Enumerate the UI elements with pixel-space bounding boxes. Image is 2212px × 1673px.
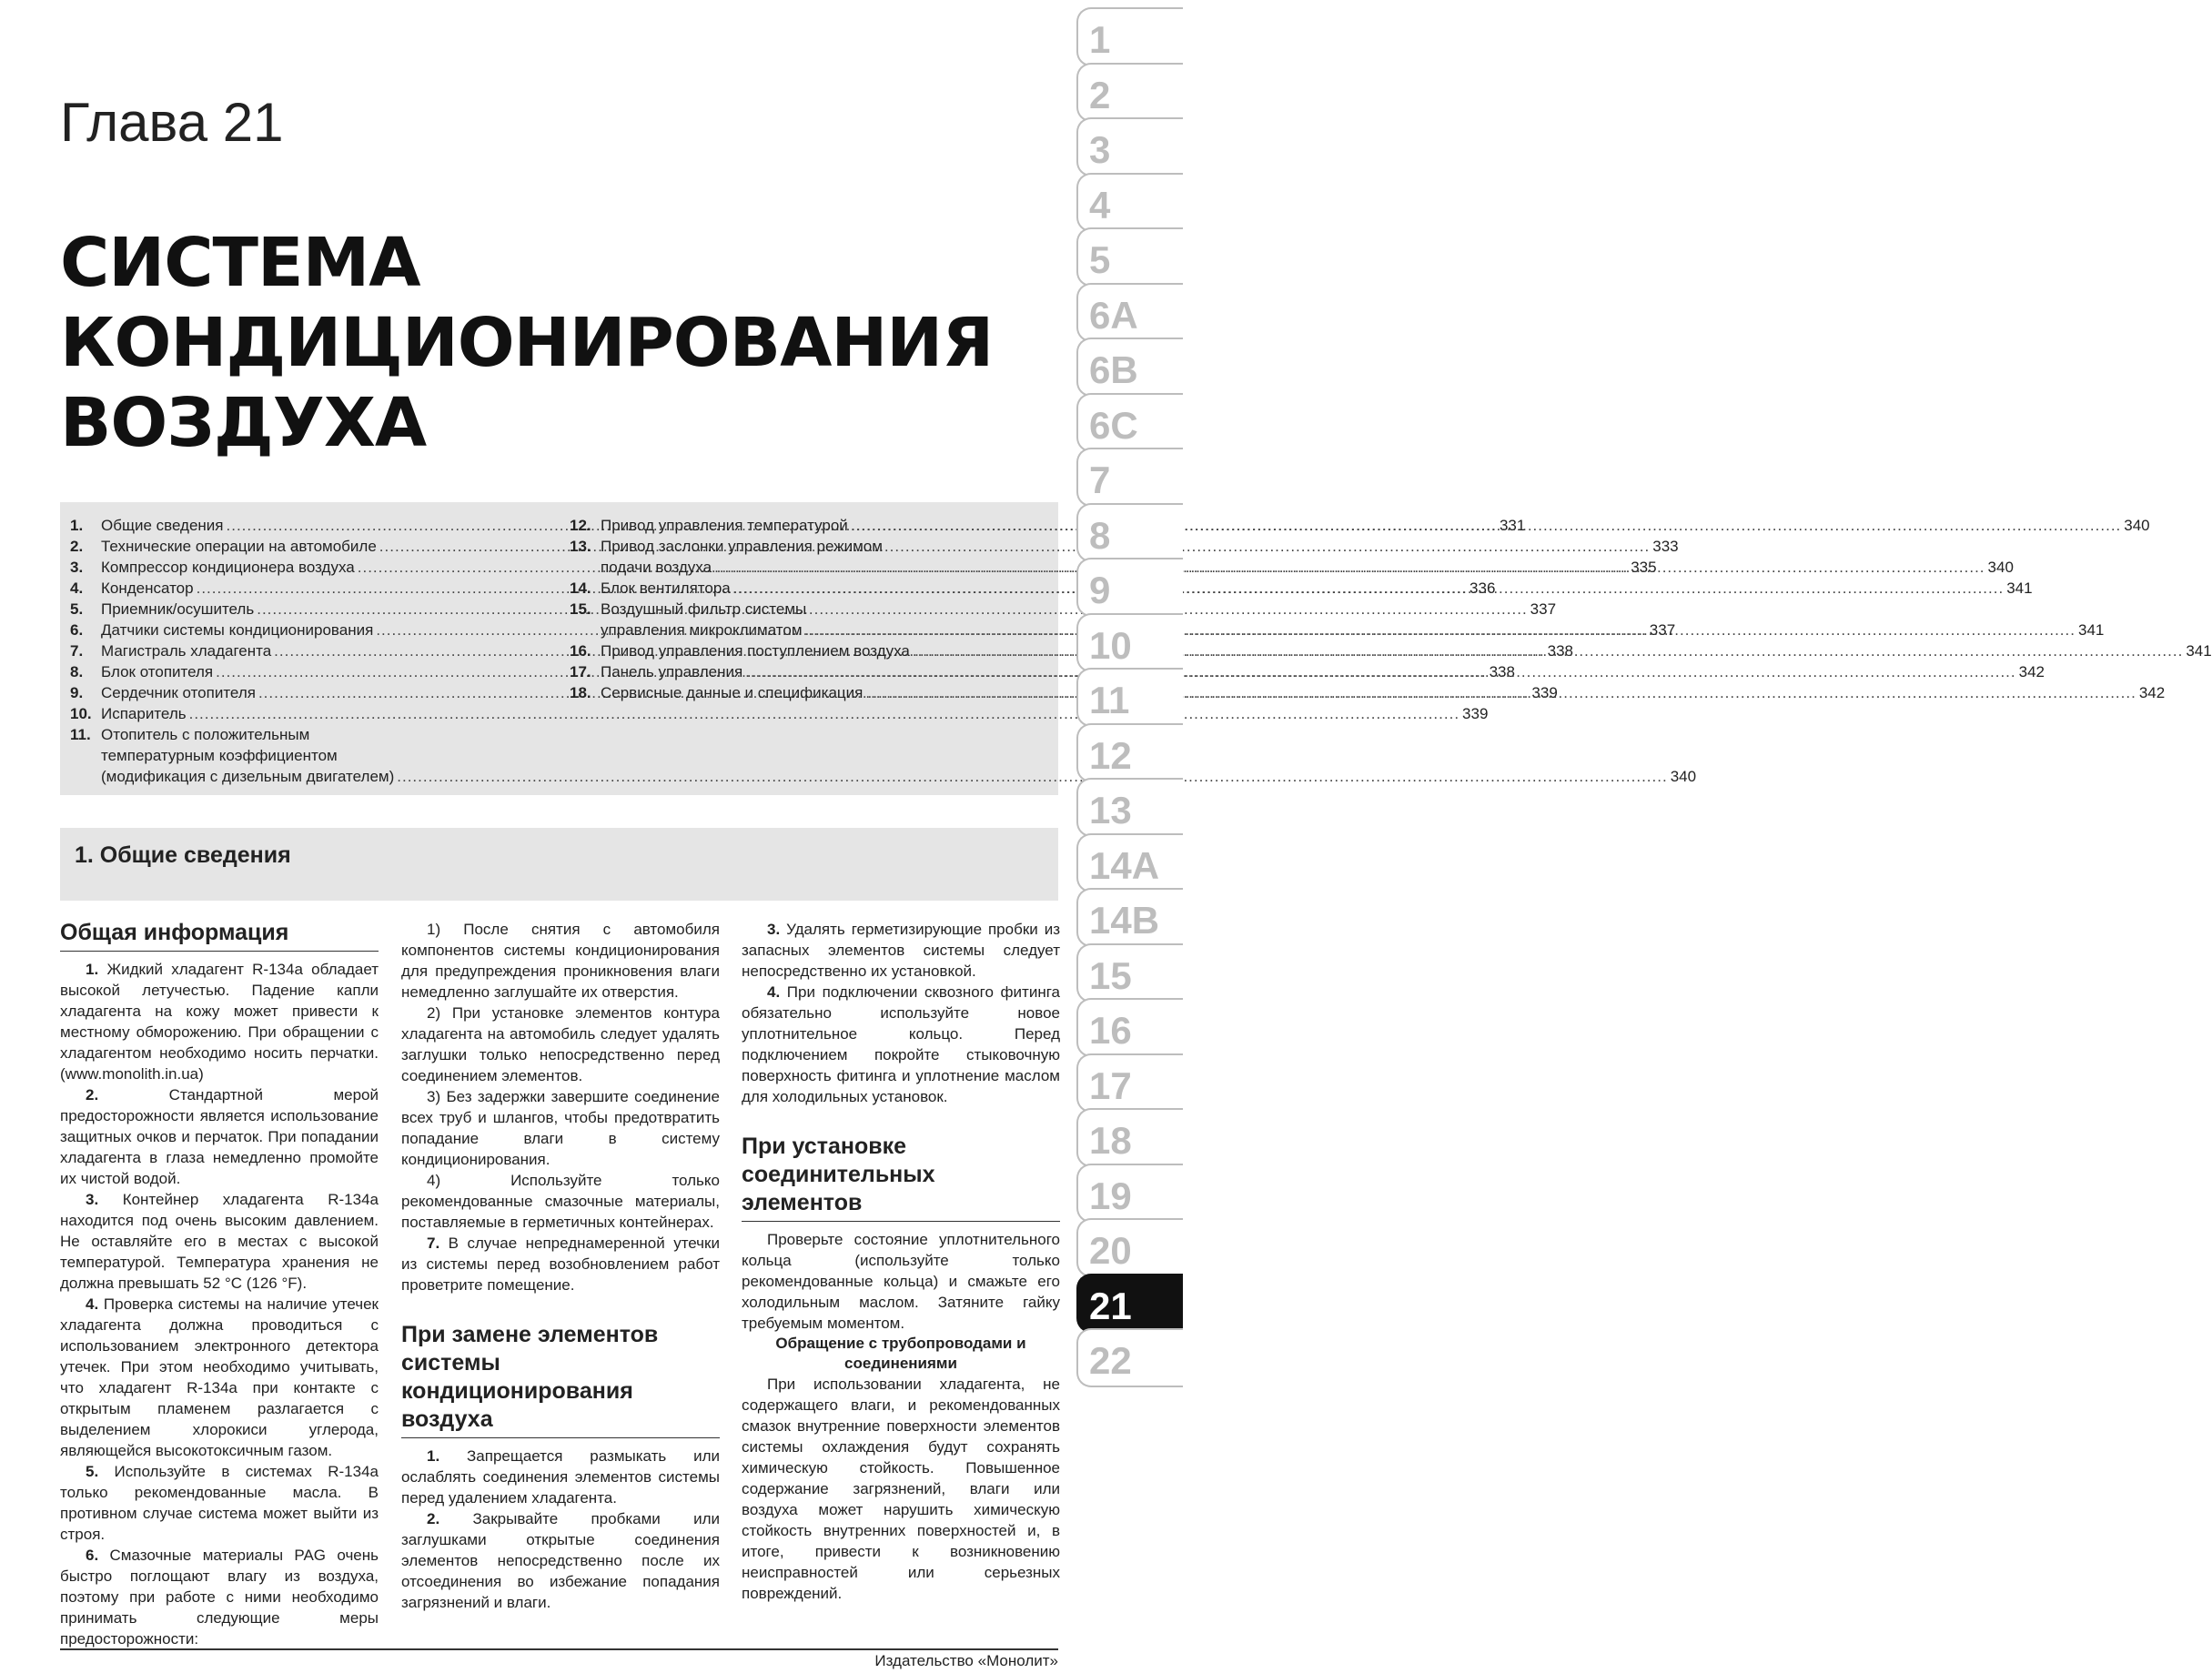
chapter-tab-2[interactable] bbox=[1076, 63, 1183, 122]
text-column-3 bbox=[742, 919, 1060, 1604]
toc-entry-title: Конденсатор bbox=[101, 580, 194, 597]
chapter-tab-11[interactable] bbox=[1076, 668, 1183, 727]
page-title bbox=[60, 223, 994, 463]
toc-entry-title: Привод управления температурой bbox=[601, 517, 848, 534]
toc-entry-title: Приемник/осушитель bbox=[101, 600, 255, 618]
paragraph-text: Проверка системы на наличие утечек хладагента должна проводиться с использованием электронного детектора утечек. При этом необходимо учитывать, что хладагент R-134a при контакте с открытым пламенем разлагается с выделением хлорокиси углерода, являющейся высокотоксичным газом. bbox=[60, 1295, 379, 1459]
chapter-tab-label: 18 bbox=[1089, 1119, 1132, 1162]
item-number: 1. bbox=[86, 961, 99, 978]
paragraph-text: Стандартной мерой предосторожности является использование защитных очков и перчаток. При попадании хладагента в глаза немедленно промойте их чистой водой. bbox=[60, 1086, 379, 1187]
paragraph-text: При подключении сквозного фитинга обязательно используйте новое уплотнительное кольцо. Перед подключением покройте стыковочную поверхность фитинга и уплотнение маслом для холодильных установок. bbox=[742, 983, 1060, 1105]
toc-entry-number: 1. bbox=[70, 517, 84, 534]
chapter-tab-label: 11 bbox=[1089, 679, 1130, 721]
toc-page-number: 339 bbox=[1462, 705, 1489, 722]
toc-dot-leader bbox=[865, 682, 2136, 703]
paragraph bbox=[60, 1084, 379, 1189]
toc-entry-number: 4. bbox=[70, 580, 84, 597]
paragraph-text: Жидкий хладагент R-134a обладает высокой летучестью. Падение капли хладагента на кожу может привести к местному обморожению. При обращении с хладагентом необходимо носить перчатки. (www.monolith.in.ua) bbox=[60, 961, 379, 1083]
toc-entry-number: 16. bbox=[570, 642, 591, 660]
item-number: 6. bbox=[86, 1547, 99, 1564]
chapter-tab-4[interactable] bbox=[1076, 173, 1183, 232]
toc-page-number: 341 bbox=[2186, 642, 2212, 660]
chapter-tab-16[interactable] bbox=[1076, 998, 1183, 1057]
heading-installing-connectors: При установке соединительных элементов bbox=[742, 1133, 1060, 1222]
chapter-tab-label: 13 bbox=[1089, 789, 1132, 831]
text-column-2 bbox=[401, 919, 720, 1613]
heading-general-info: Общая информация bbox=[60, 919, 379, 952]
item-number: 4. bbox=[767, 983, 781, 1001]
toc-entry-title: Сервисные данные и спецификация bbox=[601, 684, 864, 701]
paragraph-text: Используйте в системах R-134a только рекомендованные масла. В противном случае система может выйти из строя. bbox=[60, 1463, 379, 1543]
chapter-tab-label: 3 bbox=[1089, 128, 1111, 171]
paragraph bbox=[401, 1508, 720, 1613]
table-of-contents bbox=[60, 502, 2212, 795]
text-column-1 bbox=[60, 919, 379, 1649]
title-line-2: КОНДИЦИОНИРОВАНИЯ bbox=[60, 304, 994, 382]
toc-entry[interactable] bbox=[70, 703, 1489, 724]
chapter-tab-label: 20 bbox=[1089, 1229, 1132, 1272]
toc-entry-number: 15. bbox=[570, 600, 591, 618]
paragraph-text: Закрывайте пробками или заглушками открытые соединения элементов непосредственно после их отсоединения во избежание попадания загрязнений и влаги. bbox=[401, 1510, 720, 1611]
toc-page-number: 340 bbox=[1987, 559, 2014, 576]
toc-entry-number: 12. bbox=[570, 517, 591, 534]
chapter-tab-label: 7 bbox=[1089, 459, 1111, 501]
section-header bbox=[60, 828, 1058, 901]
chapter-tab-10[interactable] bbox=[1076, 613, 1183, 672]
toc-dot-leader bbox=[733, 578, 2004, 599]
toc-entry-title: Отопитель с положительным bbox=[101, 726, 310, 743]
toc-dot-leader bbox=[805, 620, 2076, 640]
chapter-tab-label: 14A bbox=[1089, 843, 1160, 887]
chapter-tab-label: 16 bbox=[1089, 1009, 1132, 1052]
toc-page-number: 339 bbox=[1531, 684, 1558, 701]
chapter-tab-6c[interactable] bbox=[1076, 393, 1183, 452]
toc-dot-leader bbox=[189, 703, 1460, 724]
paragraph bbox=[742, 982, 1060, 1107]
chapter-tab-label: 6C bbox=[1089, 403, 1138, 447]
paragraph bbox=[60, 1461, 379, 1545]
section-title: 1. Общие сведения bbox=[75, 842, 291, 868]
toc-page-number: 342 bbox=[2138, 684, 2166, 701]
chapter-tab-label: 5 bbox=[1089, 238, 1111, 281]
paragraph-text: Удалять герметизирующие пробки из запасных элементов системы следует непосредственно их установкой. bbox=[742, 921, 1060, 980]
chapter-label: Глава 21 bbox=[60, 92, 284, 153]
chapter-tab-14b[interactable] bbox=[1076, 888, 1183, 947]
toc-page-number: 338 bbox=[1547, 642, 1573, 660]
chapter-tab-22[interactable] bbox=[1076, 1328, 1183, 1387]
paragraph bbox=[742, 919, 1060, 982]
paragraph: 4) Используйте только рекомендованные смазочные материалы, поставляемые в герметичных контейнерах. bbox=[401, 1172, 720, 1231]
chapter-tab-6a[interactable] bbox=[1076, 283, 1183, 342]
paragraph-text: В случае непреднамеренной утечки из системы перед возобновлением работ проветрите помещение. bbox=[401, 1235, 720, 1294]
toc-entry-number: 6. bbox=[70, 621, 84, 639]
toc-entry-title: Испаритель bbox=[101, 705, 187, 722]
item-number: 4. bbox=[86, 1295, 99, 1313]
toc-page-number: 337 bbox=[1530, 600, 1557, 618]
toc-entry-number: 18. bbox=[570, 684, 591, 701]
chapter-tab-label: 6B bbox=[1089, 348, 1138, 391]
paragraph bbox=[60, 959, 379, 1084]
chapter-tab-21[interactable] bbox=[1076, 1274, 1183, 1333]
toc-entry-number: 10. bbox=[70, 705, 92, 722]
toc-entry-number: 2. bbox=[70, 538, 84, 555]
paragraph: Проверьте состояние уплотнительного кольца (используйте только рекомендованные кольца) и смажьте его холодильным маслом. Затяните гайку требуемым моментом. bbox=[742, 1231, 1060, 1332]
toc-entry-title: Компрессор кондиционера воздуха bbox=[101, 559, 355, 576]
chapter-tab-label: 14B bbox=[1089, 899, 1160, 942]
chapter-tab-20[interactable] bbox=[1076, 1218, 1183, 1277]
chapter-tab-label: 12 bbox=[1089, 733, 1132, 777]
chapter-tab-label: 6A bbox=[1089, 293, 1138, 337]
chapter-tab-label: 10 bbox=[1089, 623, 1132, 667]
toc-dot-leader bbox=[851, 515, 2121, 536]
toc-entry-title: Блок вентилятора bbox=[601, 580, 731, 597]
item-number: 2. bbox=[86, 1086, 99, 1104]
chapter-tab-label: 1 bbox=[1089, 18, 1111, 61]
paragraph: 2) При установке элементов контура хладагента на автомобиль следует удалять заглушки только непосредственно перед соединением элементов. bbox=[401, 1004, 720, 1084]
toc-entry-title: управления микроклиматом bbox=[601, 621, 803, 639]
publisher-label: Издательство «Монолит» bbox=[874, 1652, 1058, 1669]
toc-page-number: 341 bbox=[2077, 621, 2105, 639]
item-number: 3. bbox=[86, 1191, 99, 1208]
title-line-1: СИСТЕМА bbox=[60, 224, 420, 302]
toc-page-number: 340 bbox=[1670, 768, 1697, 785]
paragraph bbox=[401, 1446, 720, 1508]
chapter-tab-9[interactable] bbox=[1076, 558, 1183, 617]
toc-entry-number: 7. bbox=[70, 642, 84, 660]
item-number: 3. bbox=[767, 921, 781, 938]
toc-entry-number: 17. bbox=[570, 663, 591, 680]
chapter-tab-label: 4 bbox=[1089, 183, 1111, 227]
chapter-tab-5[interactable] bbox=[1076, 227, 1183, 287]
paragraph: При использовании хладагента, не содержащего влаги, и рекомендованных смазок внутренние поверхности элементов системы охлаждения будут сохранять химическую стойкость. Повышенное содержание загрязнений, влаги или воздуха может нарушить химическую стойкость внутренних поверхностей и, в итоге, привести к возникновению неисправностей или серьезных повреждений. bbox=[742, 1376, 1060, 1602]
toc-entry-title: Воздушный фильтр системы bbox=[601, 600, 807, 618]
toc-entry-title: Технические операции на автомобиле bbox=[101, 538, 377, 555]
chapter-tab-19[interactable] bbox=[1076, 1164, 1183, 1223]
toc-entry-title: Общие сведения bbox=[101, 517, 224, 534]
chapter-tab-7[interactable] bbox=[1076, 448, 1183, 507]
paragraph bbox=[60, 1294, 379, 1461]
item-number: 5. bbox=[86, 1463, 99, 1480]
toc-page-number: 338 bbox=[1489, 663, 1515, 680]
chapter-tab-label: 17 bbox=[1089, 1063, 1132, 1107]
toc-entry-number: 9. bbox=[70, 684, 84, 701]
heading-replacing-elements: При замене элементов системы кондиционирования воздуха bbox=[401, 1321, 720, 1438]
paragraph bbox=[60, 1545, 379, 1649]
toc-entry-number: 8. bbox=[70, 663, 84, 680]
toc-page-number: 331 bbox=[1499, 517, 1526, 534]
toc-page-number: 342 bbox=[2018, 663, 2045, 680]
subheading-pipes: Обращение с трубопроводами и соединениями bbox=[775, 1335, 1026, 1372]
chapter-tab-14a[interactable] bbox=[1076, 833, 1183, 892]
toc-entry-title: Датчики системы кондиционирования bbox=[101, 621, 374, 639]
toc-entry-title: температурным коэффициентом bbox=[101, 747, 338, 764]
paragraph-text: Запрещается размыкать или ослаблять соединения элементов системы перед удалением хладагента. bbox=[401, 1447, 720, 1507]
toc-entry-number: 3. bbox=[70, 559, 84, 576]
paragraph-text: Контейнер хладагента R-134a находится под очень высоким давлением. Не оставляйте его в местах с высокой температурой. Температура хранения не должна превышать 52 °С (126 °F). bbox=[60, 1191, 379, 1292]
toc-page-number: 337 bbox=[1649, 621, 1676, 639]
item-number: 2. bbox=[427, 1510, 440, 1527]
toc-page-number: 340 bbox=[2124, 517, 2150, 534]
paragraph: 3) Без задержки завершите соединение всех труб и шлангов, чтобы предотвратить попадание влаги в систему кондиционирования. bbox=[401, 1088, 720, 1168]
toc-entry-title: Привод управления поступлением воздуха bbox=[601, 642, 910, 660]
chapter-tab-label: 2 bbox=[1089, 73, 1111, 116]
toc-entry-title: Сердечник отопителя bbox=[101, 684, 256, 701]
toc-page-number: 333 bbox=[1652, 538, 1679, 555]
chapter-tab-6b[interactable] bbox=[1076, 338, 1183, 397]
chapter-tab-1[interactable] bbox=[1076, 7, 1183, 66]
toc-entry-title: Блок отопителя bbox=[101, 663, 214, 680]
item-number: 7. bbox=[427, 1235, 440, 1252]
paragraph bbox=[401, 1233, 720, 1295]
chapter-tab-13[interactable] bbox=[1076, 778, 1183, 837]
chapter-tab-label: 9 bbox=[1089, 569, 1111, 611]
chapter-tab-label: 15 bbox=[1089, 953, 1132, 997]
toc-entry-number: 5. bbox=[70, 600, 84, 618]
toc-entry-title: Панель управления bbox=[601, 663, 743, 680]
toc-page-number: 336 bbox=[1470, 580, 1496, 597]
toc-entry-title: (модификация с дизельным двигателем) bbox=[101, 768, 395, 785]
toc-entry-number: 13. bbox=[570, 538, 591, 555]
chapter-tab-label: 22 bbox=[1089, 1339, 1132, 1382]
title-line-3: ВОЗДУХА bbox=[60, 384, 427, 462]
toc-page-number: 341 bbox=[2006, 580, 2033, 597]
chapter-tab-8[interactable] bbox=[1076, 503, 1183, 562]
chapter-tab-label: 19 bbox=[1089, 1174, 1132, 1217]
toc-dot-leader bbox=[714, 557, 1985, 578]
toc-entry-title: Привод заслонки управления режимом bbox=[601, 538, 883, 555]
chapter-tab-18[interactable] bbox=[1076, 1108, 1183, 1167]
toc-dot-leader bbox=[397, 766, 1667, 787]
paragraph-text: Смазочные материалы PAG очень быстро поглощают влагу из воздуха, поэтому при работе с ними необходимо принимать следующие меры предосторожности: bbox=[60, 1547, 379, 1648]
toc-page-number: 335 bbox=[1631, 559, 1657, 576]
item-number: 1. bbox=[427, 1447, 440, 1465]
toc-dot-leader bbox=[745, 661, 2015, 682]
toc-entry-title: подачи воздуха bbox=[601, 559, 712, 576]
chapter-tab-label: 21 bbox=[1089, 1284, 1132, 1327]
chapter-tab-3[interactable] bbox=[1076, 117, 1183, 176]
paragraph bbox=[60, 1189, 379, 1294]
paragraph: 1) После снятия с автомобиля компонентов системы кондиционирования для предупреждения проникновения влаги немедленно заглушайте их отверстия. bbox=[401, 921, 720, 1001]
chapter-tab-17[interactable] bbox=[1076, 1053, 1183, 1113]
chapter-tab-label: 8 bbox=[1089, 513, 1111, 557]
chapter-tab-15[interactable] bbox=[1076, 943, 1183, 1003]
toc-entry-title: Магистраль хладагента bbox=[101, 642, 272, 660]
toc-entry-number: 14. bbox=[570, 580, 591, 597]
footer-divider bbox=[60, 1648, 1058, 1650]
chapter-tab-12[interactable] bbox=[1076, 723, 1183, 782]
toc-entry-number: 11. bbox=[70, 726, 91, 743]
